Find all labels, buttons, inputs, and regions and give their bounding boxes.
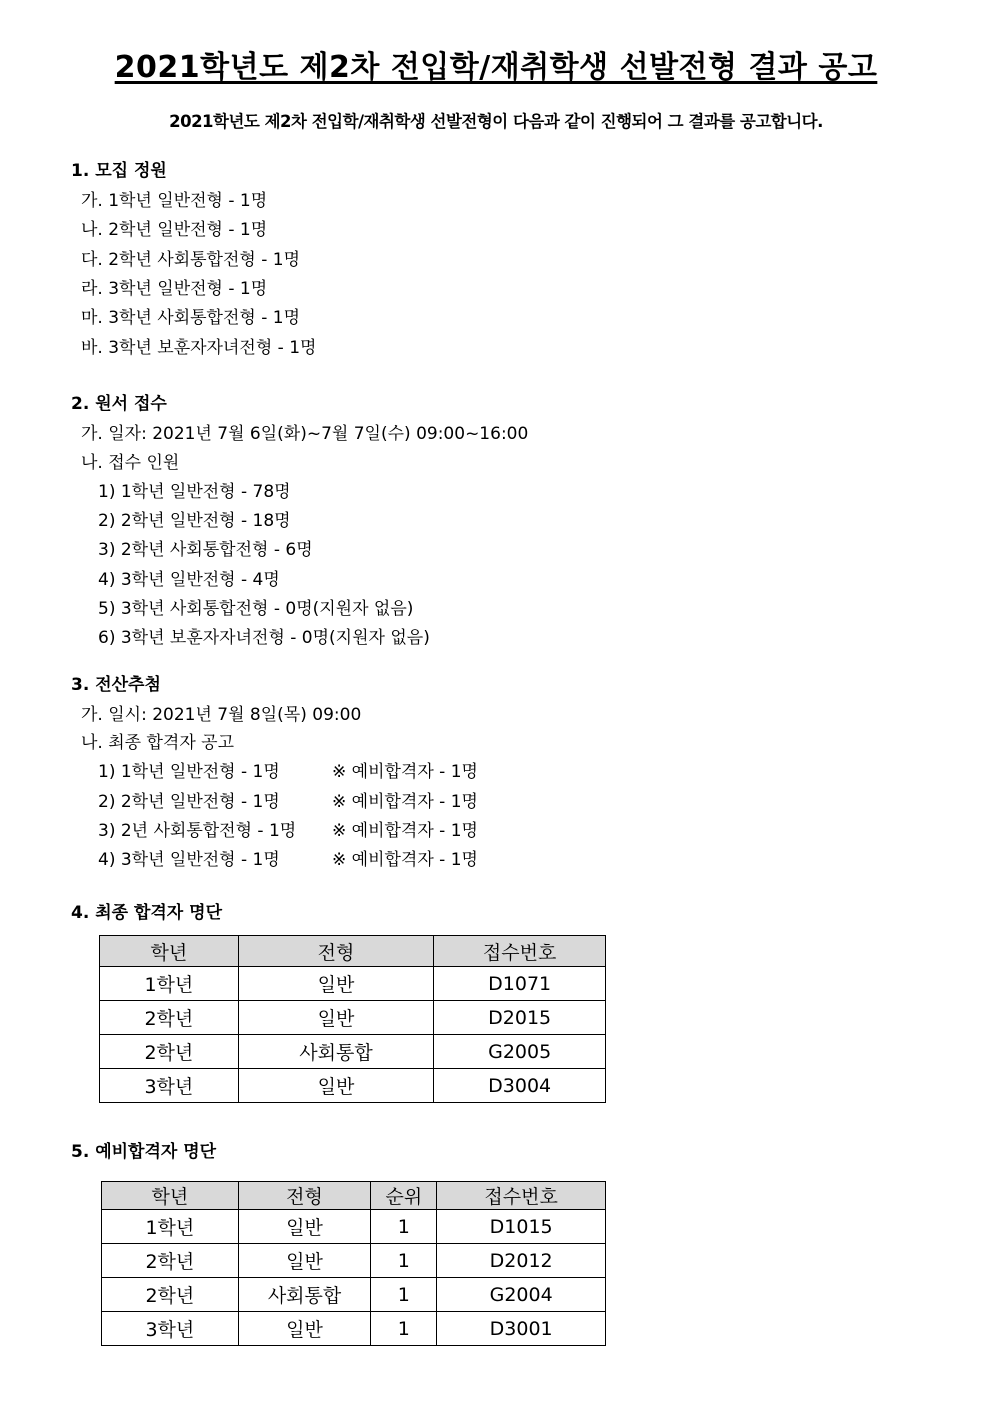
header-rank: 순위 (371, 1182, 437, 1210)
applicant-count: 3) 2학년 사회통합전형 - 6명 (98, 540, 313, 560)
quota-item: 다. 2학년 사회통합전형 - 1명 (81, 250, 301, 270)
cell-type: 일반 (238, 1210, 371, 1244)
final-list-table (99, 935, 606, 1103)
applicants-label: 나. 접수 인원 (81, 453, 180, 473)
cell-number: D2012 (437, 1244, 606, 1278)
cell-number: D3004 (434, 1069, 606, 1103)
table-row (102, 1312, 606, 1346)
reserve-item: ※ 예비합격자 - 1명 (332, 792, 478, 812)
cell-type: 일반 (238, 967, 434, 1001)
cell-type: 일반 (238, 1069, 434, 1103)
section1-heading: 1. 모집 정원 (71, 161, 167, 181)
reserve-item: ※ 예비합격자 - 1명 (332, 821, 478, 841)
reserve-item: ※ 예비합격자 - 1명 (332, 850, 478, 870)
application-date: 가. 일자: 2021년 7월 6일(화)~7월 7일(수) 09:00~16:00 (81, 424, 529, 444)
cell-rank: 1 (371, 1312, 437, 1346)
cell-grade: 2학년 (102, 1244, 239, 1278)
final-item: 4) 3학년 일반전형 - 1명 (98, 850, 280, 870)
header-grade: 학년 (100, 936, 239, 967)
table-row (102, 1210, 606, 1244)
section5-heading: 5. 예비합격자 명단 (71, 1142, 217, 1162)
final-item: 3) 2년 사회통합전형 - 1명 (98, 821, 297, 841)
table-row (100, 967, 606, 1001)
header-number: 접수번호 (434, 936, 606, 967)
section4-heading: 4. 최종 합격자 명단 (71, 903, 222, 923)
cell-type: 일반 (238, 1244, 371, 1278)
applicant-count: 6) 3학년 보훈자자녀전형 - 0명(지원자 없음) (98, 628, 430, 648)
cell-number: D1071 (434, 967, 606, 1001)
cell-grade: 2학년 (102, 1278, 239, 1312)
cell-number: D2015 (434, 1001, 606, 1035)
quota-item: 나. 2학년 일반전형 - 1명 (81, 220, 268, 240)
header-type: 전형 (238, 1182, 371, 1210)
applicant-count: 5) 3학년 사회통합전형 - 0명(지원자 없음) (98, 599, 414, 619)
cell-grade: 1학년 (102, 1210, 239, 1244)
table-row (102, 1278, 606, 1312)
quota-item: 마. 3학년 사회통합전형 - 1명 (81, 308, 301, 328)
cell-type: 사회통합 (238, 1035, 434, 1069)
cell-grade: 2학년 (100, 1001, 239, 1035)
final-item: 2) 2학년 일반전형 - 1명 (98, 792, 280, 812)
quota-item: 가. 1학년 일반전형 - 1명 (81, 191, 268, 211)
lottery-date: 가. 일시: 2021년 7월 8일(목) 09:00 (81, 705, 362, 725)
table-header-row (100, 936, 606, 967)
reserve-list-table (101, 1181, 606, 1346)
quota-item: 라. 3학년 일반전형 - 1명 (81, 279, 268, 299)
table-row (100, 1069, 606, 1103)
cell-type: 일반 (238, 1001, 434, 1035)
cell-grade: 3학년 (102, 1312, 239, 1346)
header-type: 전형 (238, 936, 434, 967)
applicant-count: 1) 1학년 일반전형 - 78명 (98, 482, 291, 502)
cell-type: 일반 (238, 1312, 371, 1346)
section2-heading: 2. 원서 접수 (71, 394, 167, 414)
table-row (100, 1001, 606, 1035)
table-row (102, 1244, 606, 1278)
reserve-item: ※ 예비합격자 - 1명 (332, 762, 478, 782)
applicant-count: 4) 3학년 일반전형 - 4명 (98, 570, 280, 590)
section3-heading: 3. 전산추첨 (71, 675, 161, 695)
applicant-count: 2) 2학년 일반전형 - 18명 (98, 511, 291, 531)
cell-grade: 2학년 (100, 1035, 239, 1069)
intro-text: 2021학년도 제2차 전입학/재취학생 선발전형이 다음과 같이 진행되어 그 결과를 공고합니다. (169, 112, 823, 131)
cell-number: D1015 (437, 1210, 606, 1244)
cell-rank: 1 (371, 1210, 437, 1244)
cell-rank: 1 (371, 1244, 437, 1278)
table-row (100, 1035, 606, 1069)
cell-number: G2005 (434, 1035, 606, 1069)
cell-type: 사회통합 (238, 1278, 371, 1312)
cell-number: D3001 (437, 1312, 606, 1346)
cell-grade: 3학년 (100, 1069, 239, 1103)
header-number: 접수번호 (437, 1182, 606, 1210)
cell-rank: 1 (371, 1278, 437, 1312)
page-title: 2021학년도 제2차 전입학/재취학생 선발전형 결과 공고 (114, 50, 878, 85)
header-grade: 학년 (102, 1182, 239, 1210)
final-label: 나. 최종 합격자 공고 (81, 733, 234, 753)
cell-number: G2004 (437, 1278, 606, 1312)
table-header-row (102, 1182, 606, 1210)
final-item: 1) 1학년 일반전형 - 1명 (98, 762, 280, 782)
quota-item: 바. 3학년 보훈자자녀전형 - 1명 (81, 338, 317, 358)
cell-grade: 1학년 (100, 967, 239, 1001)
